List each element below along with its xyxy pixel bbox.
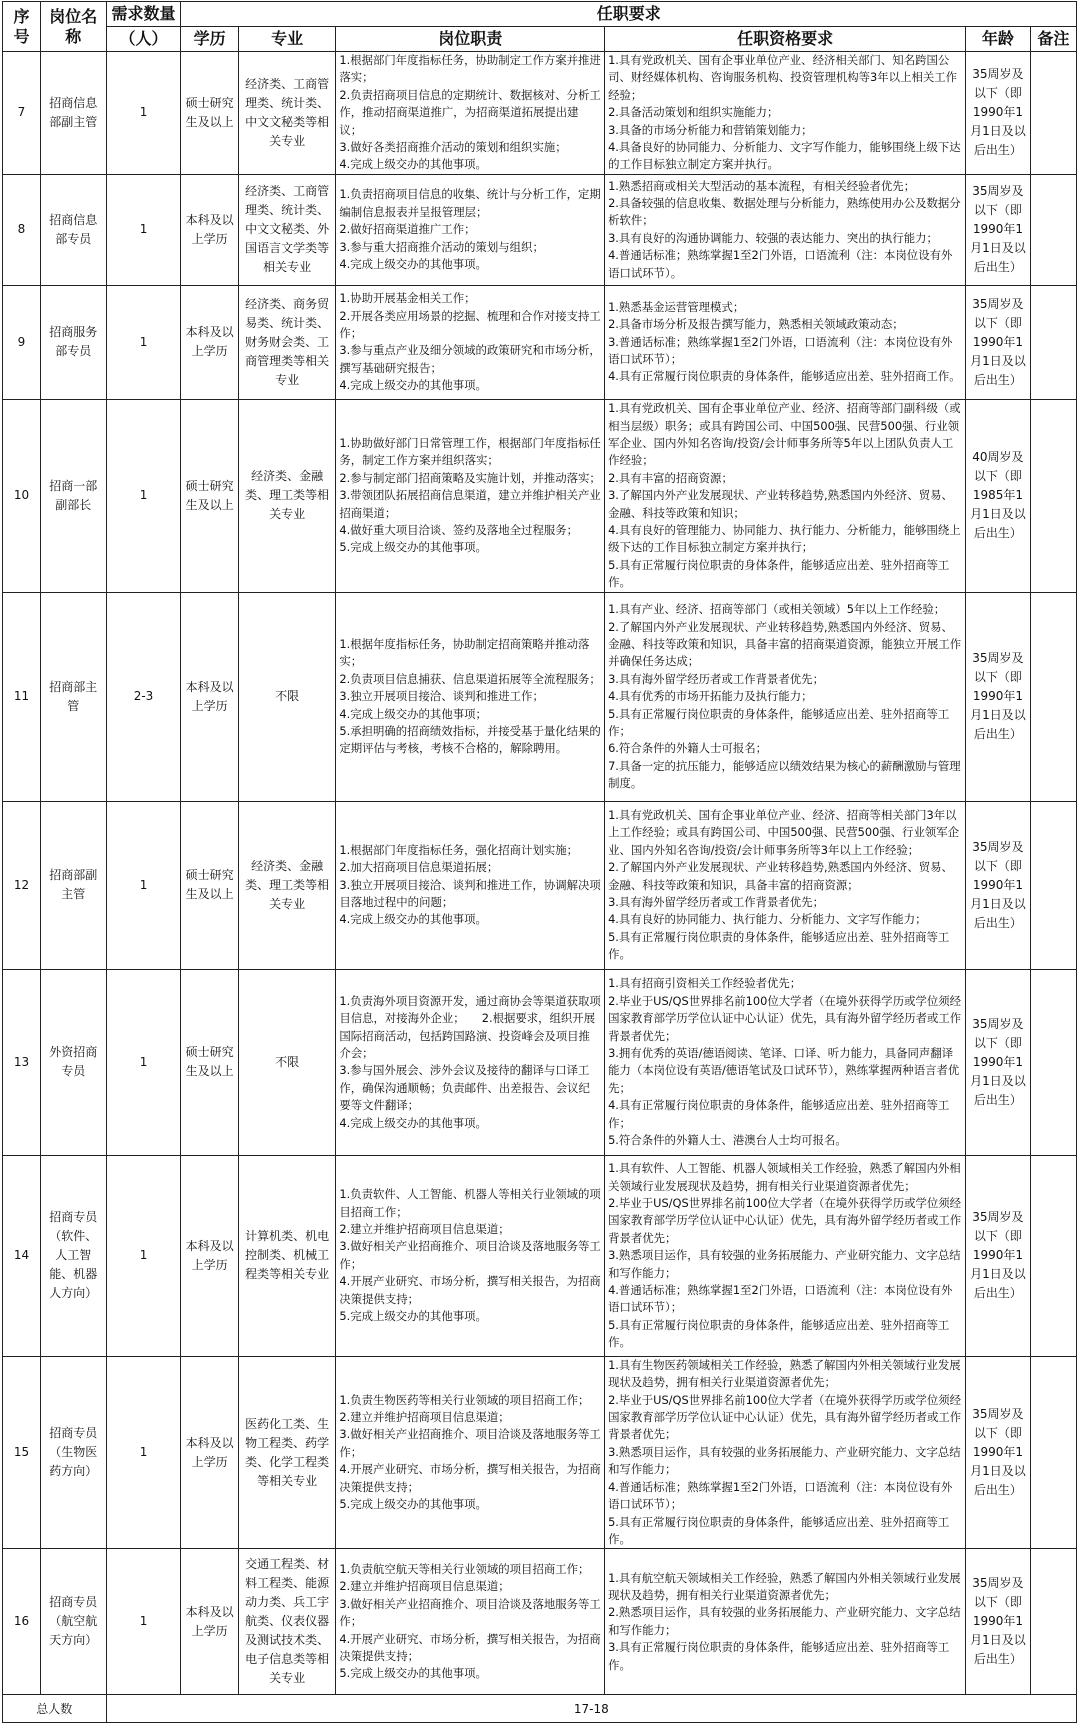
header-count: 需求数量 — [106, 2, 181, 27]
row-remark — [1030, 592, 1076, 801]
row-education: 硕士研究生及以上 — [181, 399, 238, 592]
row-headcount: 2-3 — [106, 592, 181, 801]
row-duties-item: 5.完成上级交办的其他事项。 — [339, 1666, 487, 1681]
row-duties — [336, 399, 605, 592]
row-headcount: 1 — [106, 1356, 181, 1548]
total-row — [3, 1695, 1077, 1723]
row-education: 硕士研究生及以上 — [181, 52, 238, 175]
row-position-title: 外资招商专员 — [40, 969, 106, 1155]
table-row — [3, 174, 1077, 285]
row-duties-item: 4.完成上级交办的其他事项。 — [339, 157, 487, 172]
row-duties-item: 1.根据年度指标任务，协助制定招商策略并推动落实； — [339, 636, 590, 669]
table-row — [3, 52, 1077, 175]
row-major: 经济类、商务贸易类、统计类、财务财会类、工商管理类等相关专业 — [238, 285, 335, 399]
row-age: 35周岁及以下（即1990年1月1日及以后出生） — [966, 1356, 1031, 1548]
row-headcount: 1 — [106, 52, 181, 175]
row-position-title: 招商部副主管 — [40, 801, 106, 969]
row-qualifications-item: 1.具有党政机关、国有企事业单位产业、经济相关部门、知名跨国公司、财经媒体机构、咨询服务机构、投资管理机构等3年以上相关工作经验； — [608, 53, 958, 102]
row-position-title: 招商专员（软件、人工智能、机器人方向） — [40, 1155, 106, 1356]
row-qualifications — [605, 969, 966, 1155]
row-duties-item: 1.根据部门年度指标任务，强化招商计划实施； — [339, 842, 579, 857]
row-qualifications-item: 4.具有良好的协同能力、执行能力、分析能力、文字写作能力； — [608, 912, 927, 927]
row-qualifications-item: 7.具备一定的抗压能力，能够适应以绩效结果为核心的薪酬激励与管理制度。 — [608, 758, 961, 791]
row-qualifications-item: 5.具有正常履行岗位职责的身体条件，能够适应出差、驻外招商等工作。 — [608, 1317, 950, 1350]
row-remark — [1030, 174, 1076, 285]
row-duties — [336, 801, 605, 969]
row-qualifications-item: 4.具有良好的管理能力、协同能力、执行能力、分析能力，能够围绕上级下达的工作目标独立制定方案并执行； — [608, 522, 961, 555]
row-duties-item: 4.做好重大项目洽谈、签约及落地全过程服务； — [339, 522, 579, 537]
header-requirements: 任职要求 — [181, 2, 1077, 27]
header-row-2 — [3, 27, 1077, 52]
row-qualifications-item: 4.具有优秀的市场开拓能力及执行能力； — [608, 689, 813, 704]
row-headcount: 1 — [106, 969, 181, 1155]
row-qualifications-item: 1.具有党政机关、国有企事业单位产业、经济、招商等部门副科级（或相当层级）职务；或具有跨国公司、中国500强、民营500强、行业领军企业、国内外知名咨询/投资/会计师事务所等5年以上团队负责人工作经验； — [608, 401, 961, 468]
row-qualifications — [605, 399, 966, 592]
row-duties-item: 4.完成上级交办的其他事项。 — [339, 378, 487, 393]
row-qualifications-item: 4.具有正常履行岗位职责的身体条件，能够适应出差、驻外招商等工作； — [608, 1098, 950, 1130]
row-qualifications-item: 2.毕业于US/QS世界排名前100位大学者（在境外获得学历或学位须经国家教育部学历学位认证中心认证）优先，具有海外留学经历者或工作背景者优先； — [608, 1195, 962, 1245]
row-position-title: 招商专员（航空航天方向） — [40, 1549, 106, 1695]
row-headcount: 1 — [106, 399, 181, 592]
row-qualifications-item: 3.具有海外留学经历者或工作背景者优先； — [608, 895, 824, 910]
row-duties-item: 5.完成上级交办的其他事项。 — [339, 1309, 487, 1324]
row-duties-item: 1.负责航空航天等相关行业领域的项目招商工作； — [339, 1561, 590, 1576]
row-education: 本科及以上学历 — [181, 174, 238, 285]
row-major: 交通工程类、材料工程类、能源动力类、兵工宇航类、仪表仪器及测试技术类、电子信息类等相关专业 — [238, 1549, 335, 1695]
row-age: 40周岁及以下（即1985年1月1日及以后出生） — [966, 399, 1031, 592]
row-remark — [1030, 52, 1076, 175]
row-seq: 15 — [3, 1356, 41, 1548]
row-duties-item: 4.完成上级交办的其他事项； — [339, 706, 487, 721]
row-remark — [1030, 969, 1076, 1155]
table-body — [3, 52, 1077, 1695]
row-duties — [336, 174, 605, 285]
row-qualifications-item: 5.符合条件的外籍人士、港澳台人士均可报名。 — [608, 1132, 847, 1147]
row-qualifications — [605, 592, 966, 801]
row-age: 35周岁及以下（即1990年1月1日及以后出生） — [966, 1549, 1031, 1695]
row-education: 本科及以上学历 — [181, 1155, 238, 1356]
row-major: 经济类、金融类、理工类等相关专业 — [238, 399, 335, 592]
row-seq: 16 — [3, 1549, 41, 1695]
row-headcount: 1 — [106, 1549, 181, 1695]
row-seq: 8 — [3, 174, 41, 285]
table-row — [3, 285, 1077, 399]
total-value: 17-18 — [106, 1695, 1076, 1723]
row-education: 本科及以上学历 — [181, 592, 238, 801]
row-qualifications-item: 1.熟悉招商或相关大型活动的基本流程，有相关经验者优先； — [608, 178, 916, 193]
header-count-unit: （人） — [106, 27, 181, 52]
total-label: 总人数 — [3, 1695, 107, 1723]
header-duties: 岗位职责 — [336, 27, 605, 52]
row-headcount: 1 — [106, 285, 181, 399]
table-row — [3, 1155, 1077, 1356]
row-qualifications-item: 5.具有正常履行岗位职责的身体条件，能够适应出差、驻外招商等工作。 — [608, 557, 950, 590]
header-position: 岗位名称 — [40, 2, 106, 52]
row-headcount: 1 — [106, 174, 181, 285]
row-qualifications — [605, 1155, 966, 1356]
row-qualifications-item: 2.具备市场分析及报告撰写能力，熟悉相关领域政策动态； — [608, 317, 904, 332]
row-qualifications-item: 3.具备的市场分析能力和营销策划能力； — [608, 122, 813, 137]
row-age: 35周岁及以下（即1990年1月1日及以后出生） — [966, 969, 1031, 1155]
row-duties — [336, 592, 605, 801]
row-qualifications-item: 5.具有正常履行岗位职责的身体条件，能够适应出差、驻外招商等工作； — [608, 706, 950, 738]
row-duties-item: 3.带领团队拓展招商信息渠道，建立并维护相关产业招商渠道； — [339, 488, 601, 520]
row-duties-item: 5.承担明确的招商绩效指标，并接受基于量化结果的定期评估与考核，考核不合格的，解除聘用。 — [339, 723, 601, 756]
row-qualifications — [605, 1356, 966, 1548]
row-qualifications-item: 1.具有航空航天领域相关工作经验，熟悉了解国内外相关领域行业发展现状及趋势，拥有相关行业渠道资源者优先； — [608, 1570, 961, 1602]
header-qualifications: 任职资格要求 — [605, 27, 966, 52]
row-age: 35周岁及以下（即1990年1月1日及以后出生） — [966, 174, 1031, 285]
row-seq: 13 — [3, 969, 41, 1155]
row-major: 不限 — [238, 969, 335, 1155]
header-remark: 备注 — [1030, 27, 1076, 52]
row-major: 不限 — [238, 592, 335, 801]
row-duties-item: 5.完成上级交办的其他事项。 — [339, 1497, 487, 1512]
row-duties-item: 2.负责招商项目信息的定期统计、数据核对、分析工作，推动招商渠道推广，为招商渠道拓展提出建议； — [339, 87, 601, 137]
row-duties-item: 1.负责海外项目资源开发，通过商协会等渠道获取项目信息，对接海外企业； 2.根据要求，组织开展国际招商活动，包括跨国路演、投资峰会及项目推介会； — [339, 993, 601, 1060]
row-remark — [1030, 1356, 1076, 1548]
row-position-title: 招商一部副部长 — [40, 399, 106, 592]
row-duties-item: 1.协助开展基金相关工作； — [339, 291, 476, 306]
row-qualifications-item: 1.熟悉基金运营管理模式； — [608, 299, 745, 314]
row-qualifications-item: 3.具有正常履行岗位职责的身体条件，能够适应出差、驻外招商等工作。 — [608, 1640, 950, 1672]
table-row — [3, 399, 1077, 592]
row-position-title: 招商专员（生物医药方向） — [40, 1356, 106, 1548]
row-qualifications-item: 3.拥有优秀的英语/德语阅读、笔译、口译、听力能力，具备同声翻译能力（本岗位设有英语/德语笔试及口试环节），熟练掌握两种语言者优先； — [608, 1045, 960, 1095]
table-row — [3, 592, 1077, 801]
row-remark — [1030, 801, 1076, 969]
row-duties — [336, 1356, 605, 1548]
row-qualifications-item: 4.具备良好的协同能力、分析能力、文字写作能力，能够围绕上级下达的工作目标独立制定方案并执行。 — [608, 140, 961, 172]
row-qualifications-item: 1.具有产业、经济、招商等部门（或相关领域）5年以上工作经验； — [608, 602, 946, 617]
row-duties-item: 4.完成上级交办的其他事项。 — [339, 256, 487, 271]
row-duties — [336, 969, 605, 1155]
row-duties-item: 2.参与制定部门招商策略及实施计划，并推动落实； — [339, 470, 601, 485]
row-remark — [1030, 399, 1076, 592]
row-major: 经济类、工商管理类、统计类、中文文秘类、外国语言文学类等相关专业 — [238, 174, 335, 285]
row-duties-item: 3.参与重点产业及细分领域的政策研究和市场分析，撰写基础研究报告； — [339, 343, 601, 375]
row-qualifications-item: 3.熟悉项目运作，具有较强的业务拓展能力、产业研究能力、文字总结和写作能力； — [608, 1444, 961, 1477]
row-qualifications-item: 2.毕业于US/QS世界排名前100位大学者（在境外获得学历或学位须经国家教育部学历学位认证中心认证）优先，具有海外留学经历者或工作背景者优先； — [608, 993, 962, 1043]
row-qualifications-item: 3.具有海外留学经历者或工作背景者优先； — [608, 671, 824, 686]
row-qualifications-item: 5.具有正常履行岗位职责的身体条件，能够适应出差、驻外招商等工作。 — [608, 1514, 950, 1546]
row-age: 35周岁及以下（即1990年1月1日及以后出生） — [966, 592, 1031, 801]
row-duties-item: 2.负责项目信息捕获、信息渠道拓展等全流程服务； — [339, 671, 601, 686]
row-qualifications — [605, 1549, 966, 1695]
row-qualifications-item: 2.具有丰富的招商资源； — [608, 470, 733, 485]
row-qualifications — [605, 52, 966, 175]
row-position-title: 招商信息部副主管 — [40, 52, 106, 175]
table-row — [3, 1549, 1077, 1695]
row-duties-item: 1.根据部门年度指标任务，协助制定工作方案并推进落实； — [339, 53, 601, 85]
row-duties — [336, 52, 605, 175]
row-education: 本科及以上学历 — [181, 285, 238, 399]
row-seq: 12 — [3, 801, 41, 969]
row-duties-item: 4.开展产业研究、市场分析，撰写相关报告，为招商决策提供支持； — [339, 1631, 601, 1663]
row-education: 本科及以上学历 — [181, 1356, 238, 1548]
row-duties-item: 3.独立开展项目接洽、谈判和推进工作； — [339, 689, 544, 704]
table-row — [3, 1356, 1077, 1548]
row-qualifications-item: 2.具备较强的信息收集、数据处理与分析能力，熟练使用办公及数据分析软件； — [608, 196, 961, 228]
row-qualifications-item: 3.了解国内外产业发展现状、产业转移趋势,熟悉国内外经济、贸易、金融、科技等政策和知识； — [608, 488, 953, 520]
table-row — [3, 969, 1077, 1155]
row-qualifications — [605, 285, 966, 399]
row-qualifications-item: 4.具有正常履行岗位职责的身体条件，能够适应出差、驻外招商工作。 — [608, 369, 961, 384]
row-age: 35周岁及以下（即1990年1月1日及以后出生） — [966, 52, 1031, 175]
row-duties-item: 3.独立开展项目接洽、谈判和推进工作，协调解决项目落地过程中的问题； — [339, 877, 601, 910]
row-position-title: 招商部主管 — [40, 592, 106, 801]
row-qualifications-item: 3.普通话标准；熟练掌握1至2门外语，口语流利（注：本岗位设有外语口试环节）； — [608, 334, 953, 367]
row-seq: 10 — [3, 399, 41, 592]
row-qualifications — [605, 801, 966, 969]
row-seq: 11 — [3, 592, 41, 801]
row-major: 经济类、金融类、理工类等相关专业 — [238, 801, 335, 969]
row-major: 计算机类、机电控制类、机械工程类等相关专业 — [238, 1155, 335, 1356]
row-duties-item: 4.完成上级交办的其他事项。 — [339, 1115, 487, 1130]
row-duties-item: 3.做好相关产业招商推介、项目洽谈及落地服务等工作； — [339, 1239, 601, 1271]
row-qualifications-item: 2.熟悉项目运作，具有较强的业务拓展能力、产业研究能力、文字总结和写作能力； — [608, 1605, 961, 1637]
row-duties-item: 2.建立并维护招商项目信息渠道； — [339, 1410, 510, 1425]
row-duties-item: 2.建立并维护招商项目信息渠道； — [339, 1222, 510, 1237]
row-age: 35周岁及以下（即1990年1月1日及以后出生） — [966, 801, 1031, 969]
row-qualifications-item: 1.具有党政机关、国有企事业单位产业、经济、招商等相关部门3年以上工作经验；或具有跨国公司、中国500强、民营500强、行业领军企业、国内外知名咨询/投资/会计师事务所等3年以上工作经验； — [608, 808, 960, 857]
row-seq: 7 — [3, 52, 41, 175]
header-seq: 序号 — [3, 2, 41, 52]
row-qualifications-item: 6.符合条件的外籍人士可报名； — [608, 741, 768, 756]
row-duties-item: 5.完成上级交办的其他事项。 — [339, 540, 487, 555]
row-qualifications-item: 1.具有生物医药领域相关工作经验，熟悉了解国内外相关领域行业发展现状及趋势，拥有相关行业渠道资源者优先； — [608, 1357, 961, 1390]
row-duties-item: 4.完成上级交办的其他事项。 — [339, 912, 487, 927]
row-duties-item: 3.参与国外展会、涉外会议及接待的翻译与口译工作，确保沟通顺畅；负责邮件、出差报告、会议纪要等文件翻译； — [339, 1063, 590, 1113]
row-duties-item: 3.参与重大招商推介活动的策划与组织； — [339, 239, 544, 254]
row-duties-item: 2.建立并维护招商项目信息渠道； — [339, 1579, 510, 1594]
row-qualifications-item: 2.毕业于US/QS世界排名前100位大学者（在境外获得学历或学位须经国家教育部学历学位认证中心认证）优先，具有海外留学经历者或工作背景者优先； — [608, 1392, 962, 1442]
row-education: 硕士研究生及以上 — [181, 969, 238, 1155]
row-headcount: 1 — [106, 1155, 181, 1356]
row-duties-item: 2.做好招商渠道推广工作； — [339, 222, 476, 237]
row-duties-item: 1.负责招商项目信息的收集、统计与分析工作，定期编制信息报表并呈报管理层； — [339, 187, 601, 219]
recruitment-table — [2, 1, 1077, 1723]
row-qualifications-item: 4.普通话标准；熟练掌握1至2门外语，口语流利（注：本岗位设有外语口试环节）； — [608, 1282, 953, 1315]
row-qualifications-item: 2.具备活动策划和组织实施能力； — [608, 105, 779, 120]
row-duties-item: 1.负责软件、人工智能、机器人等相关行业领域的项目招商工作； — [339, 1187, 601, 1219]
header-education: 学历 — [181, 27, 238, 52]
header-major: 专业 — [238, 27, 335, 52]
row-age: 35周岁及以下（即1990年1月1日及以后出生） — [966, 285, 1031, 399]
row-duties — [336, 1549, 605, 1695]
row-education: 本科及以上学历 — [181, 1549, 238, 1695]
row-qualifications-item: 4.普通话标准；熟练掌握1至2门外语，口语流利（注：本岗位设有外语口试环节）； — [608, 1479, 953, 1512]
row-duties-item: 2.开展各类应用场景的挖掘、梳理和合作对接支持工作； — [339, 308, 601, 340]
row-duties-item: 4.开展产业研究、市场分析，撰写相关报告，为招商决策提供支持； — [339, 1462, 601, 1494]
row-duties-item: 4.开展产业研究、市场分析，撰写相关报告，为招商决策提供支持； — [339, 1274, 601, 1306]
row-duties — [336, 1155, 605, 1356]
row-qualifications-item: 1.具有软件、人工智能、机器人领域相关工作经验，熟悉了解国内外相关领域行业发展现状及趋势，拥有相关行业渠道资源者优先； — [608, 1161, 961, 1193]
row-duties-item: 1.协助做好部门日常管理工作，根据部门年度指标任务，制定工作方案并组织落实； — [339, 435, 601, 468]
row-duties-item: 3.做好相关产业招商推介、项目洽谈及落地服务等工作； — [339, 1596, 601, 1629]
row-education: 硕士研究生及以上 — [181, 801, 238, 969]
row-qualifications-item: 4.普通话标准；熟练掌握1至2门外语，口语流利（注：本岗位设有外语口试环节）。 — [608, 248, 953, 280]
row-headcount: 1 — [106, 801, 181, 969]
row-qualifications-item: 3.熟悉项目运作，具有较强的业务拓展能力、产业研究能力、文字总结和写作能力； — [608, 1248, 961, 1280]
row-qualifications-item: 2.了解国内外产业发展现状、产业转移趋势,熟悉国内外经济、贸易、金融、科技等政策和知识，具备丰富的招商资源； — [608, 860, 953, 892]
row-duties — [336, 285, 605, 399]
row-qualifications-item: 2.了解国内外产业发展现状、产业转移趋势,熟悉国内外经济、贸易、金融、科技等政策和知识，具备丰富的招商渠道资源，能独立开展工作并确保任务达成； — [608, 619, 962, 669]
header-row-1 — [3, 2, 1077, 27]
row-qualifications-item: 5.具有正常履行岗位职责的身体条件，能够适应出差、驻外招商等工作。 — [608, 929, 950, 962]
row-qualifications-item: 3.具有良好的沟通协调能力、较强的表达能力、突出的执行能力； — [608, 230, 938, 245]
row-seq: 14 — [3, 1155, 41, 1356]
row-age: 35周岁及以下（即1990年1月1日及以后出生） — [966, 1155, 1031, 1356]
row-remark — [1030, 285, 1076, 399]
row-duties-item: 2.加大招商项目信息渠道拓展； — [339, 860, 499, 875]
row-remark — [1030, 1155, 1076, 1356]
row-qualifications-item: 1.具有招商引资相关工作经验者优先； — [608, 976, 802, 991]
row-seq: 9 — [3, 285, 41, 399]
row-duties-item: 1.负责生物医药等相关行业领域的项目招商工作； — [339, 1392, 590, 1407]
row-qualifications — [605, 174, 966, 285]
row-major: 医药化工类、生物工程类、药学类、化学工程类等相关专业 — [238, 1356, 335, 1548]
table-row — [3, 801, 1077, 969]
header-age: 年龄 — [966, 27, 1031, 52]
row-position-title: 招商信息部专员 — [40, 174, 106, 285]
row-position-title: 招商服务部专员 — [40, 285, 106, 399]
row-major: 经济类、工商管理类、统计类、中文文秘类等相关专业 — [238, 52, 335, 175]
row-remark — [1030, 1549, 1076, 1695]
row-duties-item: 3.做好相关产业招商推介、项目洽谈及落地服务等工作； — [339, 1427, 601, 1459]
row-duties-item: 3.做好各类招商推介活动的策划和组织实施； — [339, 140, 567, 155]
